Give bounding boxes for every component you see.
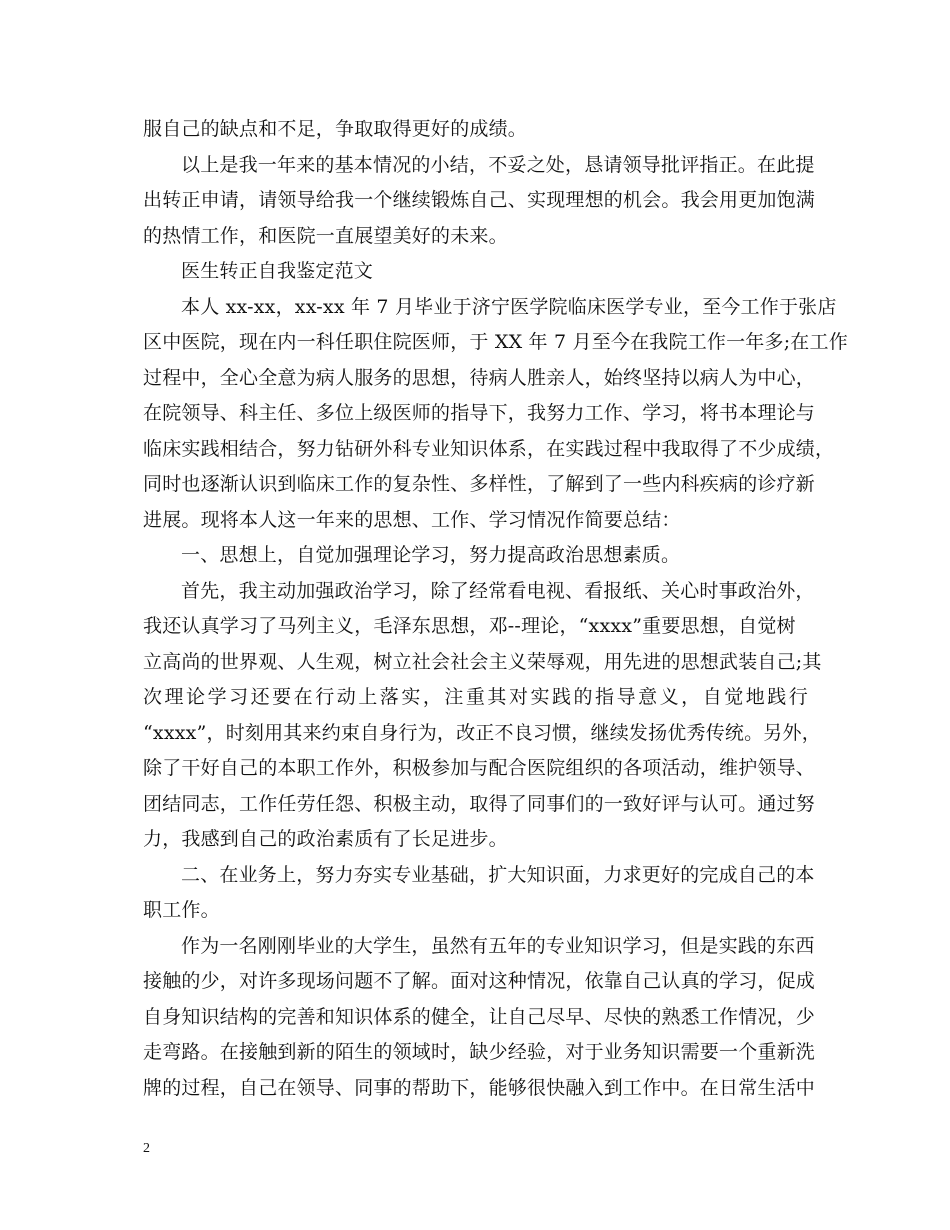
- text-line: 立高尚的世界观、人生观，树立社会社会主义荣辱观，用先进的思想武装自己;其: [143, 650, 822, 673]
- text-line: 的热情工作，和医院一直展望美好的未来。: [143, 224, 508, 247]
- text-line: 走弯路。在接触到新的陌生的领域时，缺少经验，对于业务知识需要一个重新洗: [143, 1041, 816, 1063]
- text-line: “xxxx”，时刻用其来约束自身行为，改正不良习惯，继续发扬优秀传统。另外，: [143, 721, 821, 744]
- text-line: 除了干好自己的本职工作外，积极参加与配合医院组织的各项活动，维护领导、: [143, 757, 816, 779]
- text-line: 区中医院，现在内一科任职住院医师，于 XX 年 7 月至今在我院工作一年多;在工作: [143, 331, 848, 353]
- text-line: 自身知识结构的完善和知识体系的健全，让自己尽早、尽快的熟悉工作情况，少: [143, 1005, 816, 1028]
- text-line: 以上是我一年来的基本情况的小结，不妥之处，恳请领导批评指正。在此提: [181, 153, 815, 176]
- page-number: 2: [143, 1141, 150, 1156]
- text-line: 次理论学习还要在行动上落实，注重其对实践的指导意义，自觉地践行: [143, 686, 808, 708]
- text-line: 力，我感到自己的政治素质有了长足进步。: [143, 828, 508, 850]
- text-line: 团结同志，工作任劳任怨、积极主动，取得了同事们的一致好评与认可。通过努: [143, 792, 816, 815]
- section-heading: 医生转正自我鉴定范文: [181, 260, 374, 282]
- text-line: 临床实践相结合，努力钻研外科专业知识体系，在实践过程中我取得了不少成绩，: [143, 437, 835, 460]
- text-line: 作为一名刚刚毕业的大学生，虽然有五年的专业知识学习，但是实践的东西: [181, 934, 815, 957]
- text-line: 一、思想上，自觉加强理论学习，努力提高政治思想素质。: [181, 544, 681, 566]
- text-line: 二、在业务上，努力夯实专业基础，扩大知识面，力求更好的完成自己的本: [181, 863, 815, 886]
- text-line: 首先，我主动加强政治学习，除了经常看电视、看报纸、关心时事政治外，: [181, 579, 815, 602]
- text-line: 服自己的缺点和不足，争取取得更好的成绩。: [143, 118, 528, 140]
- text-line: 出转正申请，请领导给我一个继续锻炼自己、实现理想的机会。我会用更加饱满: [143, 189, 816, 211]
- text-line: 进展。现将本人这一年来的思想、工作、学习情况作简要总结：: [143, 508, 681, 531]
- text-line: 我还认真学习了马列主义，毛泽东思想，邓--理论，“xxxx”重要思想，自觉树: [143, 615, 796, 637]
- document-body-text: [143, 112, 848, 1106]
- text-line: 本人 xx-xx，xx-xx 年 7 月毕业于济宁医学院临床医学专业，至今工作于张店: [181, 295, 837, 318]
- text-line: 过程中，全心全意为病人服务的思想，待病人胜亲人，始终坚持以病人为中心，: [143, 366, 816, 389]
- text-line: 接触的少，对许多现场问题不了解。面对这种情况，依靠自己认真的学习，促成: [143, 970, 816, 992]
- text-line: 牌的过程，自己在领导、同事的帮助下，能够很快融入到工作中。在日常生活中: [143, 1076, 816, 1099]
- text-line: 职工作。: [143, 899, 220, 921]
- text-line: 在院领导、科主任、多位上级医师的指导下，我努力工作、学习，将书本理论与: [143, 402, 816, 424]
- text-line: 同时也逐渐认识到临床工作的复杂性、多样性，了解到了一些内科疾病的诊疗新: [143, 473, 816, 495]
